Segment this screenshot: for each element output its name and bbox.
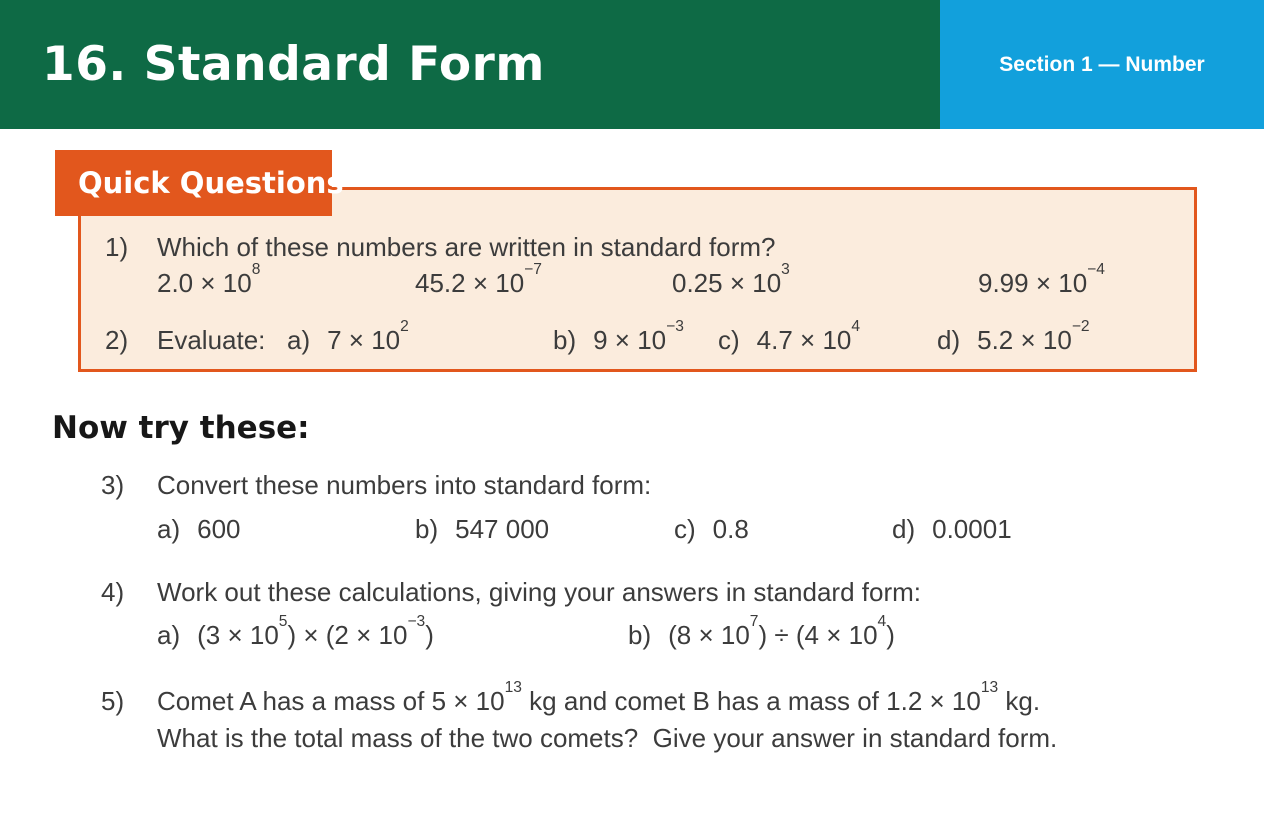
- section-badge: [940, 0, 1264, 129]
- item-label: b): [415, 514, 439, 544]
- question-5-line-2: What is the total mass of the two comets? Give your answer in standard form.: [157, 723, 1058, 753]
- question-4-item-b: [628, 612, 895, 650]
- item-label: a): [287, 325, 311, 355]
- item-value: $9 \times 10^{-3}$: [593, 317, 684, 355]
- question-3-number: 3): [101, 470, 125, 500]
- question-1-option-c: $0.25 \times 10^3$: [672, 260, 790, 298]
- question-2-item-d: [937, 317, 1090, 355]
- item-label: b): [628, 620, 652, 650]
- question-4-item-a: [157, 612, 434, 650]
- question-3-item-a: [157, 514, 241, 544]
- quick-questions-tab: [55, 150, 344, 216]
- item-value: $5.2 \times 10^{-2}$: [977, 317, 1090, 355]
- question-2-item-b: [553, 317, 684, 355]
- item-value: 0.8: [712, 514, 749, 544]
- item-value: $4.7 \times 10^4$: [756, 317, 861, 355]
- question-3-item-d: [892, 514, 1012, 544]
- item-label: c): [674, 514, 696, 544]
- now-try-heading: Now try these:: [52, 410, 310, 446]
- question-2-number: 2): [105, 325, 129, 355]
- item-value: 0.0001: [932, 514, 1012, 544]
- question-4-number: 4): [101, 577, 125, 607]
- question-1-number: 1): [105, 232, 129, 262]
- question-3-item-c: [674, 514, 749, 544]
- item-value: $(3 \times 10^5) \times (2 \times 10^{-3})$: [197, 612, 434, 650]
- section-label: Section 1 — Number: [999, 52, 1205, 76]
- item-label: a): [157, 514, 181, 544]
- item-value: 600: [197, 514, 241, 544]
- question-1-option-b: $45.2 \times 10^{-7}$: [415, 260, 542, 298]
- question-2-item-a: [287, 317, 409, 355]
- header-green-band: [0, 0, 940, 129]
- item-value: $7 \times 10^2$: [327, 317, 409, 355]
- question-2-prompt-row: [105, 325, 265, 355]
- question-5-number: 5): [101, 686, 125, 716]
- item-value: $(8 \times 10^7) \div (4 \times 10^4)$: [668, 612, 895, 650]
- question-4-prompt-row: [101, 577, 921, 607]
- question-2-item-c: [718, 317, 861, 355]
- question-3-item-b: [415, 514, 549, 544]
- question-1-option-d: $9.99 \times 10^{-4}$: [978, 260, 1105, 298]
- item-label: b): [553, 325, 577, 355]
- question-1-prompt: Which of these numbers are written in standard form?: [157, 232, 776, 262]
- question-3-prompt-row: [101, 470, 651, 500]
- question-4-prompt: Work out these calculations, giving your answers in standard form:: [157, 577, 921, 607]
- quick-questions-tab-label: Quick Questions: [78, 166, 344, 200]
- question-5-line-1: Comet A has a mass of $5 \times 10^{13}$ kg and comet B has a mass of $1.2 \times 10^{13}$ kg.: [157, 678, 1041, 716]
- item-label: d): [937, 325, 961, 355]
- item-label: d): [892, 514, 916, 544]
- item-label: a): [157, 620, 181, 650]
- header: [0, 0, 1264, 129]
- question-2-prompt: Evaluate:: [157, 325, 266, 355]
- item-label: c): [718, 325, 740, 355]
- question-3-prompt: Convert these numbers into standard form:: [157, 470, 652, 500]
- page-title: 16. Standard Form: [42, 37, 545, 92]
- item-value: 547 000: [455, 514, 550, 544]
- question-5-row-1: [101, 678, 1041, 716]
- question-1-option-a: $2.0 \times 10^8$: [157, 260, 261, 298]
- question-1-prompt-row: [105, 232, 776, 262]
